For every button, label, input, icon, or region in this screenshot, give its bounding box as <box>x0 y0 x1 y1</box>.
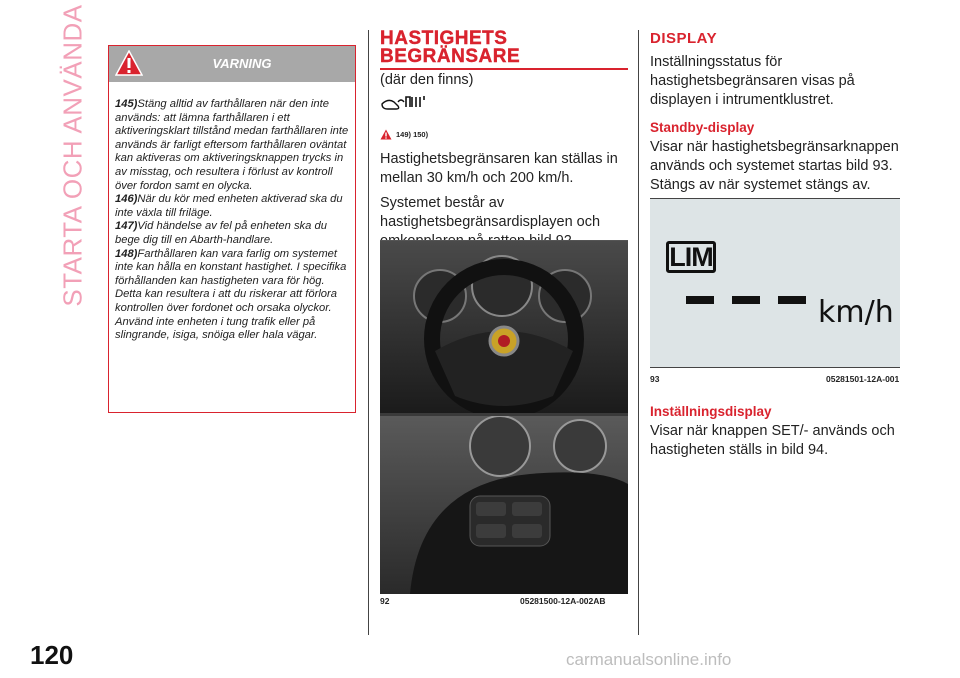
paragraph: Hastighetsbegränsaren kan ställas in mellan 30 km/h och 200 km/h. <box>380 151 618 186</box>
warning-item-text: Stäng alltid av farthållaren när den inte används: att lämna farthållaren i ett aktiveringsklart tillstånd medan farthållaren inte används är farligt eftersom farthållaren oväntat kan aktiveras om aktiveringsknappen trycks in av misstag, och resultera i förlust av kontroll över fordon samt en olycka. <box>115 98 349 192</box>
warning-item <box>115 98 350 193</box>
warning-item-text: Vid händelse av fel på enheten ska du bege dig till en Abarth-handlare. <box>115 220 327 246</box>
figure-number: 92 <box>380 596 390 606</box>
section-heading: DISPLAY <box>650 30 718 47</box>
warning-item-number: 146) <box>115 193 138 206</box>
speed-dashes <box>686 291 824 309</box>
figure-number: 93 <box>650 374 660 384</box>
speed-limiter-section <box>380 30 628 257</box>
steering-switch-photo <box>380 416 628 594</box>
heading-rule <box>380 68 628 70</box>
heading-line: BEGRÄNSARE <box>380 46 521 67</box>
warning-item <box>115 220 350 247</box>
chapter-title-text: STARTA OCH ANVÄNDA <box>57 3 88 307</box>
column-divider <box>368 30 369 635</box>
warning-item-text: Farthållaren kan vara farlig om systemet inte kan hålla en konstant hastighet. I specifika förhållanden kan hastigheten vara för hög. Detta kan resultera i att du riskerar att förlora kontrollen över fordonet och orsaka olyckor. Använd inte enheten i tung trafik eller på slingrande, isiga, snöiga eller hala vägar. <box>115 247 347 342</box>
paragraph: Visar när hastighetsbegränsarknappen används och systemet startas bild 93. Stängs av när systemet stängs av. <box>650 139 899 193</box>
paragraph: Visar när knappen SET/- används och hastigheten ställs in bild 94. <box>650 423 895 458</box>
subsection-heading: Inställningsdisplay <box>650 404 772 419</box>
speed-unit: km/h <box>818 295 894 330</box>
paragraph: Inställningsstatus för hastighetsbegränsaren visas på displayen i intrumentklustret. <box>650 54 855 108</box>
reference-numbers: 149) 150) <box>396 130 429 139</box>
warning-item-text: När du kör med enheten aktiverad ska du inte växla till friläge. <box>115 193 343 219</box>
warning-triangle-icon <box>380 129 392 140</box>
warning-header <box>109 46 355 82</box>
warning-box <box>108 45 356 413</box>
setting-display-section <box>650 404 900 466</box>
warning-item-number: 148) <box>115 247 138 260</box>
subsection-heading: Standby-display <box>650 120 755 135</box>
section-subtitle: (där den finns) <box>380 72 474 88</box>
warning-item <box>115 248 350 343</box>
section-heading <box>380 30 628 66</box>
warning-item <box>115 193 350 220</box>
warning-body <box>109 82 355 343</box>
hand-symbol-icon <box>380 92 426 112</box>
steering-wheel-photo <box>380 241 628 413</box>
figure-code: 05281501-12A-001 <box>826 374 900 384</box>
column-divider <box>638 30 639 635</box>
reference-note <box>380 129 628 140</box>
figure-code: 05281500-12A-002AB <box>520 596 606 606</box>
warning-item-number: 145) <box>115 98 138 110</box>
display-section <box>650 30 900 201</box>
lim-indicator: LIM <box>666 241 716 273</box>
figure-93-standby-display <box>650 198 900 368</box>
watermark: carmanualsonline.info <box>566 650 732 669</box>
warning-title: VARNING <box>212 56 272 71</box>
figure-92-steering-wheel <box>380 240 628 594</box>
paragraph: Systemet består av hastighetsbegränsardisplayen och <box>380 195 601 230</box>
warning-item-number: 147) <box>115 220 138 233</box>
chapter-side-title <box>57 3 88 307</box>
heading-line: HASTIGHETS <box>380 28 508 49</box>
page-number: 120 <box>30 640 74 670</box>
